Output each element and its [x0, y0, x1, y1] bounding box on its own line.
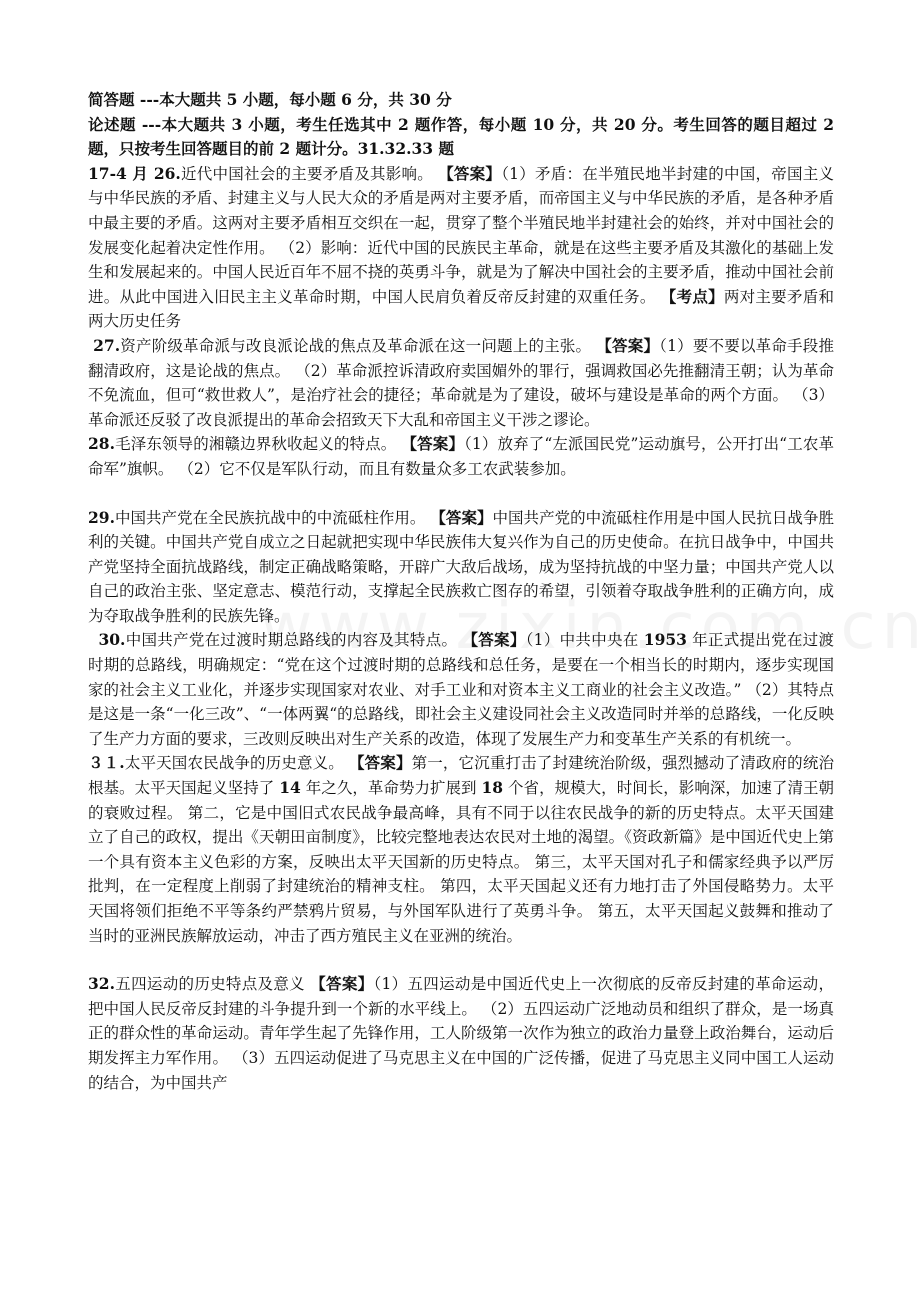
- q29-answer: 中国共产党的中流砥柱作用是中国人民抗日战争胜利的关键。中国共产党自成立之日起就把实现中华民族伟大复兴作为自己的历史使命。在抗日战争中，中国共产党坚持全面抗战路线，制定正确战略策略，开辟广大敌后战场，成为坚持抗战的中坚力量；中国共产党人以自己的政治主张、坚定意志、模范行动，支撑起全民族救亡图存的希望，引领着夺取战争胜利的正确方向，成为夺取战争胜利的民族先锋。: [88, 508, 834, 625]
- question-26: [88, 162, 834, 334]
- short-answer-header-text: 简答题 ---本大题共 5 小题，每小题 6 分，共 30 分: [88, 90, 452, 109]
- q32-answer: （1）五四运动是中国近代史上一次彻底的反帝反封建的革命运动，把中国人民反帝反封建的斗争提升到一个新的水平线上。 （2）五四运动广泛地动员和组织了群众，是一场真正的群众性的革命运动。青年学生起了先锋作用，工人阶级第一次作为独立的政治力量登上政治舞台，运动后期发挥主力军作用。 （3）五四运动促进了马克思主义在中国的广泛传播，促进了马克思主义同中国工人运动的结合，为中国共产: [88, 975, 834, 1092]
- q26-title: 近代中国社会的主要矛盾及其影响。: [180, 164, 433, 183]
- q28-answer: （1）放弃了“左派国民党”运动旗号，公开打出“工农革命军”旗帜。 （2）它不仅是军队行动，而且有数量众多工农武装参加。: [88, 435, 834, 478]
- q31-answer-b: 年之久，革命势力扩展到: [300, 779, 482, 798]
- q31-provinces: 18: [481, 778, 504, 798]
- question-31: [88, 751, 834, 948]
- q27-number: 27.: [93, 335, 121, 355]
- q26-answer-tag: 【答案】: [438, 163, 502, 183]
- q26-answer: （1）矛盾：在半殖民地半封建的中国，帝国主义与中华民族的矛盾、封建主义与人民大众的矛盾是两对主要矛盾，而帝国主义与中华民族的矛盾，是各种矛盾中最主要的矛盾。这两对主要矛盾相互交织在一起，贯穿了整个半殖民地半封建社会的始终，并对中国社会的发展变化起着决定性作用。 （2）影响：近代中国的民族民主革命，就是在这些主要矛盾及其激化的基础上发生和发展起来的。中国人民近百年不屈不挠的英勇斗争，就是为了解决中国社会的主要矛盾，推动中国社会前进。从此中国进入旧民主主义革命时期，中国人民肩负着反帝反封建的双重任务。: [88, 164, 834, 306]
- q29-number: 29.: [88, 507, 115, 527]
- q32-number: 32.: [88, 974, 115, 994]
- q31-title: 太平天国农民战争的历史意义。: [124, 754, 344, 773]
- q32-title: 五四运动的历史特点及意义: [114, 975, 311, 994]
- q29-answer-tag: 【答案】: [430, 507, 493, 527]
- q26-number: 17-4 月 26.: [88, 163, 181, 183]
- q31-answer-c: 个省，规模大，时间长，影响深，加速了清王朝的衰败过程。 第二，它是中国旧式农民战争最高峰，具有不同于以往农民战争的新的历史特点。太平天国建立了自己的政权，提出《天朝田亩制度》，比较完整地表达农民对土地的渴望。《资政新篇》是中国近代史上第一个具有资本主义色彩的方案，反映出太平天国新的历史特点。 第三，太平天国对孔子和儒家经典予以严厉批判，在一定程度上削弱了封建统治的精神支柱。 第四，太平天国起义还有力地打击了外国侵略势力。太平天国将领们拒绝不平等条约严禁鸦片贸易，与外国军队进行了英勇斗争。 第五，太平天国起义鼓舞和推动了当时的亚洲民族解放运动，冲击了西方殖民主义在亚洲的统治。: [88, 779, 835, 945]
- question-30: [88, 628, 834, 751]
- q28-title: 毛泽东领导的湘赣边界秋收起义的特点。: [114, 435, 397, 454]
- document-body: [88, 88, 834, 1095]
- paragraph-gap: [88, 948, 834, 972]
- question-29: [88, 506, 834, 629]
- q26-keypoint-tag: 【考点】: [660, 286, 724, 306]
- essay-header-text: 论述题 ---本大题共 3 小题，考生任选其中 2 题作答，每小题 10 分，共 20 分。考生回答的题目超过 2 题，只按考生回答题目的前 2 题计分。31.32.33 题: [88, 114, 834, 159]
- q27-title: 资产阶级革命派与改良派论战的焦点及革命派在这一问题上的主张。: [120, 336, 592, 355]
- q31-answer-tag: 【答案】: [349, 753, 412, 773]
- essay-header: [88, 113, 834, 162]
- short-answer-header: [88, 88, 834, 113]
- q32-answer-tag: 【答案】: [310, 974, 374, 994]
- q31-years: 14: [279, 778, 301, 798]
- q27-answer-tag: 【答案】: [596, 335, 660, 355]
- q28-number: 28.: [88, 434, 115, 454]
- q30-title: 中国共产党在过渡时期总路线的内容及其特点。: [125, 631, 458, 650]
- q30-answer-a: （1）中共中央在: [525, 631, 644, 650]
- q29-title: 中国共产党在全民族抗战中的中流砥柱作用。: [114, 508, 426, 527]
- question-32: [88, 972, 834, 1095]
- q30-year: 1953: [643, 630, 687, 650]
- q30-number: 30.: [98, 630, 126, 650]
- q30-answer-tag: 【答案】: [462, 630, 526, 650]
- question-28: [88, 432, 834, 481]
- q30-answer-b: 年正式提出党在过渡时期的总路线，明确规定：“党在这个过渡时期的总路线和总任务，是要在一个相当长的时期内，逐步实现国家的社会主义工业化，并逐步实现国家对农业、对手工业和对资本主义工商业的社会主义改造。” （2）其特点是这是一条“一化三改”、“一体两翼“的总路线，即社会主义建设同社会主义改造同时并举的总路线，一化反映了生产力方面的要求，三改则反映出对生产关系的改造，体现了发展生产力和变革生产关系的有机统一。: [88, 631, 834, 748]
- q27-answer: （1）要不要以革命手段推翻清政府，这是论战的焦点。 （2）革命派控诉清政府卖国媚外的罪行，强调救国必先推翻清王朝；认为革命不免流血，但可“救世救人”，是治疗社会的捷径；革命就是为了建设，破坏与建设是革命的两个方面。 （3）革命派还反驳了改良派提出的革命会招致天下大乱和帝国主义干涉之谬论。: [88, 336, 834, 429]
- q26-keypoint: 两对主要矛盾和两大历史任务: [88, 287, 834, 331]
- question-27: [88, 334, 834, 432]
- q28-answer-tag: 【答案】: [401, 434, 464, 454]
- paragraph-gap: [88, 482, 834, 506]
- q31-number: ３１.: [88, 753, 125, 773]
- q31-answer-a: 第一，它沉重打击了封建统治阶级，强烈撼动了清政府的统治根基。太平天国起义坚持了: [88, 754, 834, 798]
